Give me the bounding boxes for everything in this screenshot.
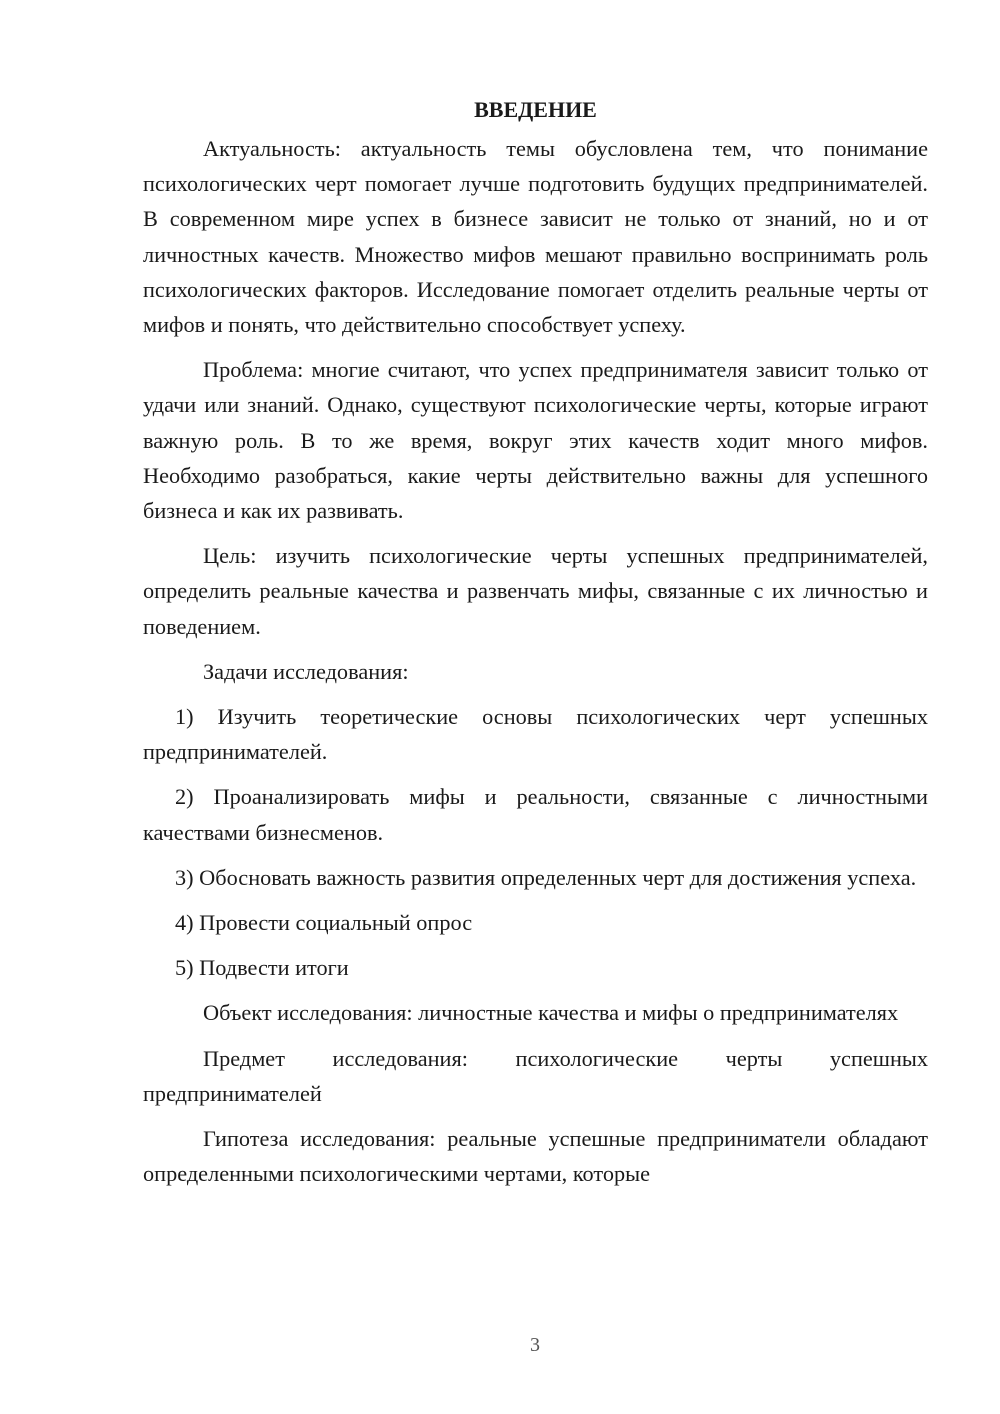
task-item-2: 2) Проанализировать мифы и реальности, связанные с личностными качествами бизнесменов.: [143, 784, 928, 845]
object-paragraph: Объект исследования: личностные качества и мифы о предпринимателях: [203, 1000, 899, 1026]
task-item-3: 3) Обосновать важность развития определенных черт для достижения успеха.: [175, 864, 917, 890]
problem-paragraph: Проблема: многие считают, что успех предпринимателя зависит только от удачи или знаний. Однако, существуют психологические черты, которые играют важную роль. В то же время, вокруг этих качеств ходит много мифов. Необходимо разобраться, какие черты действительно важны для успешного бизнеса и как их развивать.: [143, 357, 928, 524]
hypothesis-paragraph: Гипотеза исследования: реальные успешные предприниматели обладают определенными психологическими чертами, которые: [143, 1126, 928, 1187]
page-number: 3: [530, 1334, 540, 1356]
section-heading: ВВЕДЕНИЕ: [474, 97, 597, 122]
tasks-title: Задачи исследования:: [203, 658, 409, 684]
task-item-1: 1) Изучить теоретические основы психологических черт успешных предпринимателей.: [143, 704, 928, 765]
relevance-paragraph: Актуальность: актуальность темы обусловлена тем, что понимание психологических черт помогает лучше подготовить будущих предпринимателей. В современном мире успех в бизнесе зависит не только от знаний, но и от личностных качеств. Множество мифов мешают правильно воспринимать роль психологических факторов. Исследование помогает отделить реальные черты от мифов и понять, что действительно способствует успеху.: [143, 136, 928, 338]
subject-paragraph: Предмет исследования: психологические черты успешных предпринимателей: [143, 1045, 928, 1106]
task-item-4: 4) Провести социальный опрос: [175, 910, 473, 936]
task-item-5: 5) Подвести итоги: [175, 955, 349, 981]
goal-paragraph: Цель: изучить психологические черты успешных предпринимателей, определить реальные качества и развенчать мифы, связанные с их личностью и поведением.: [143, 543, 928, 639]
document-page: [143, 92, 928, 1201]
